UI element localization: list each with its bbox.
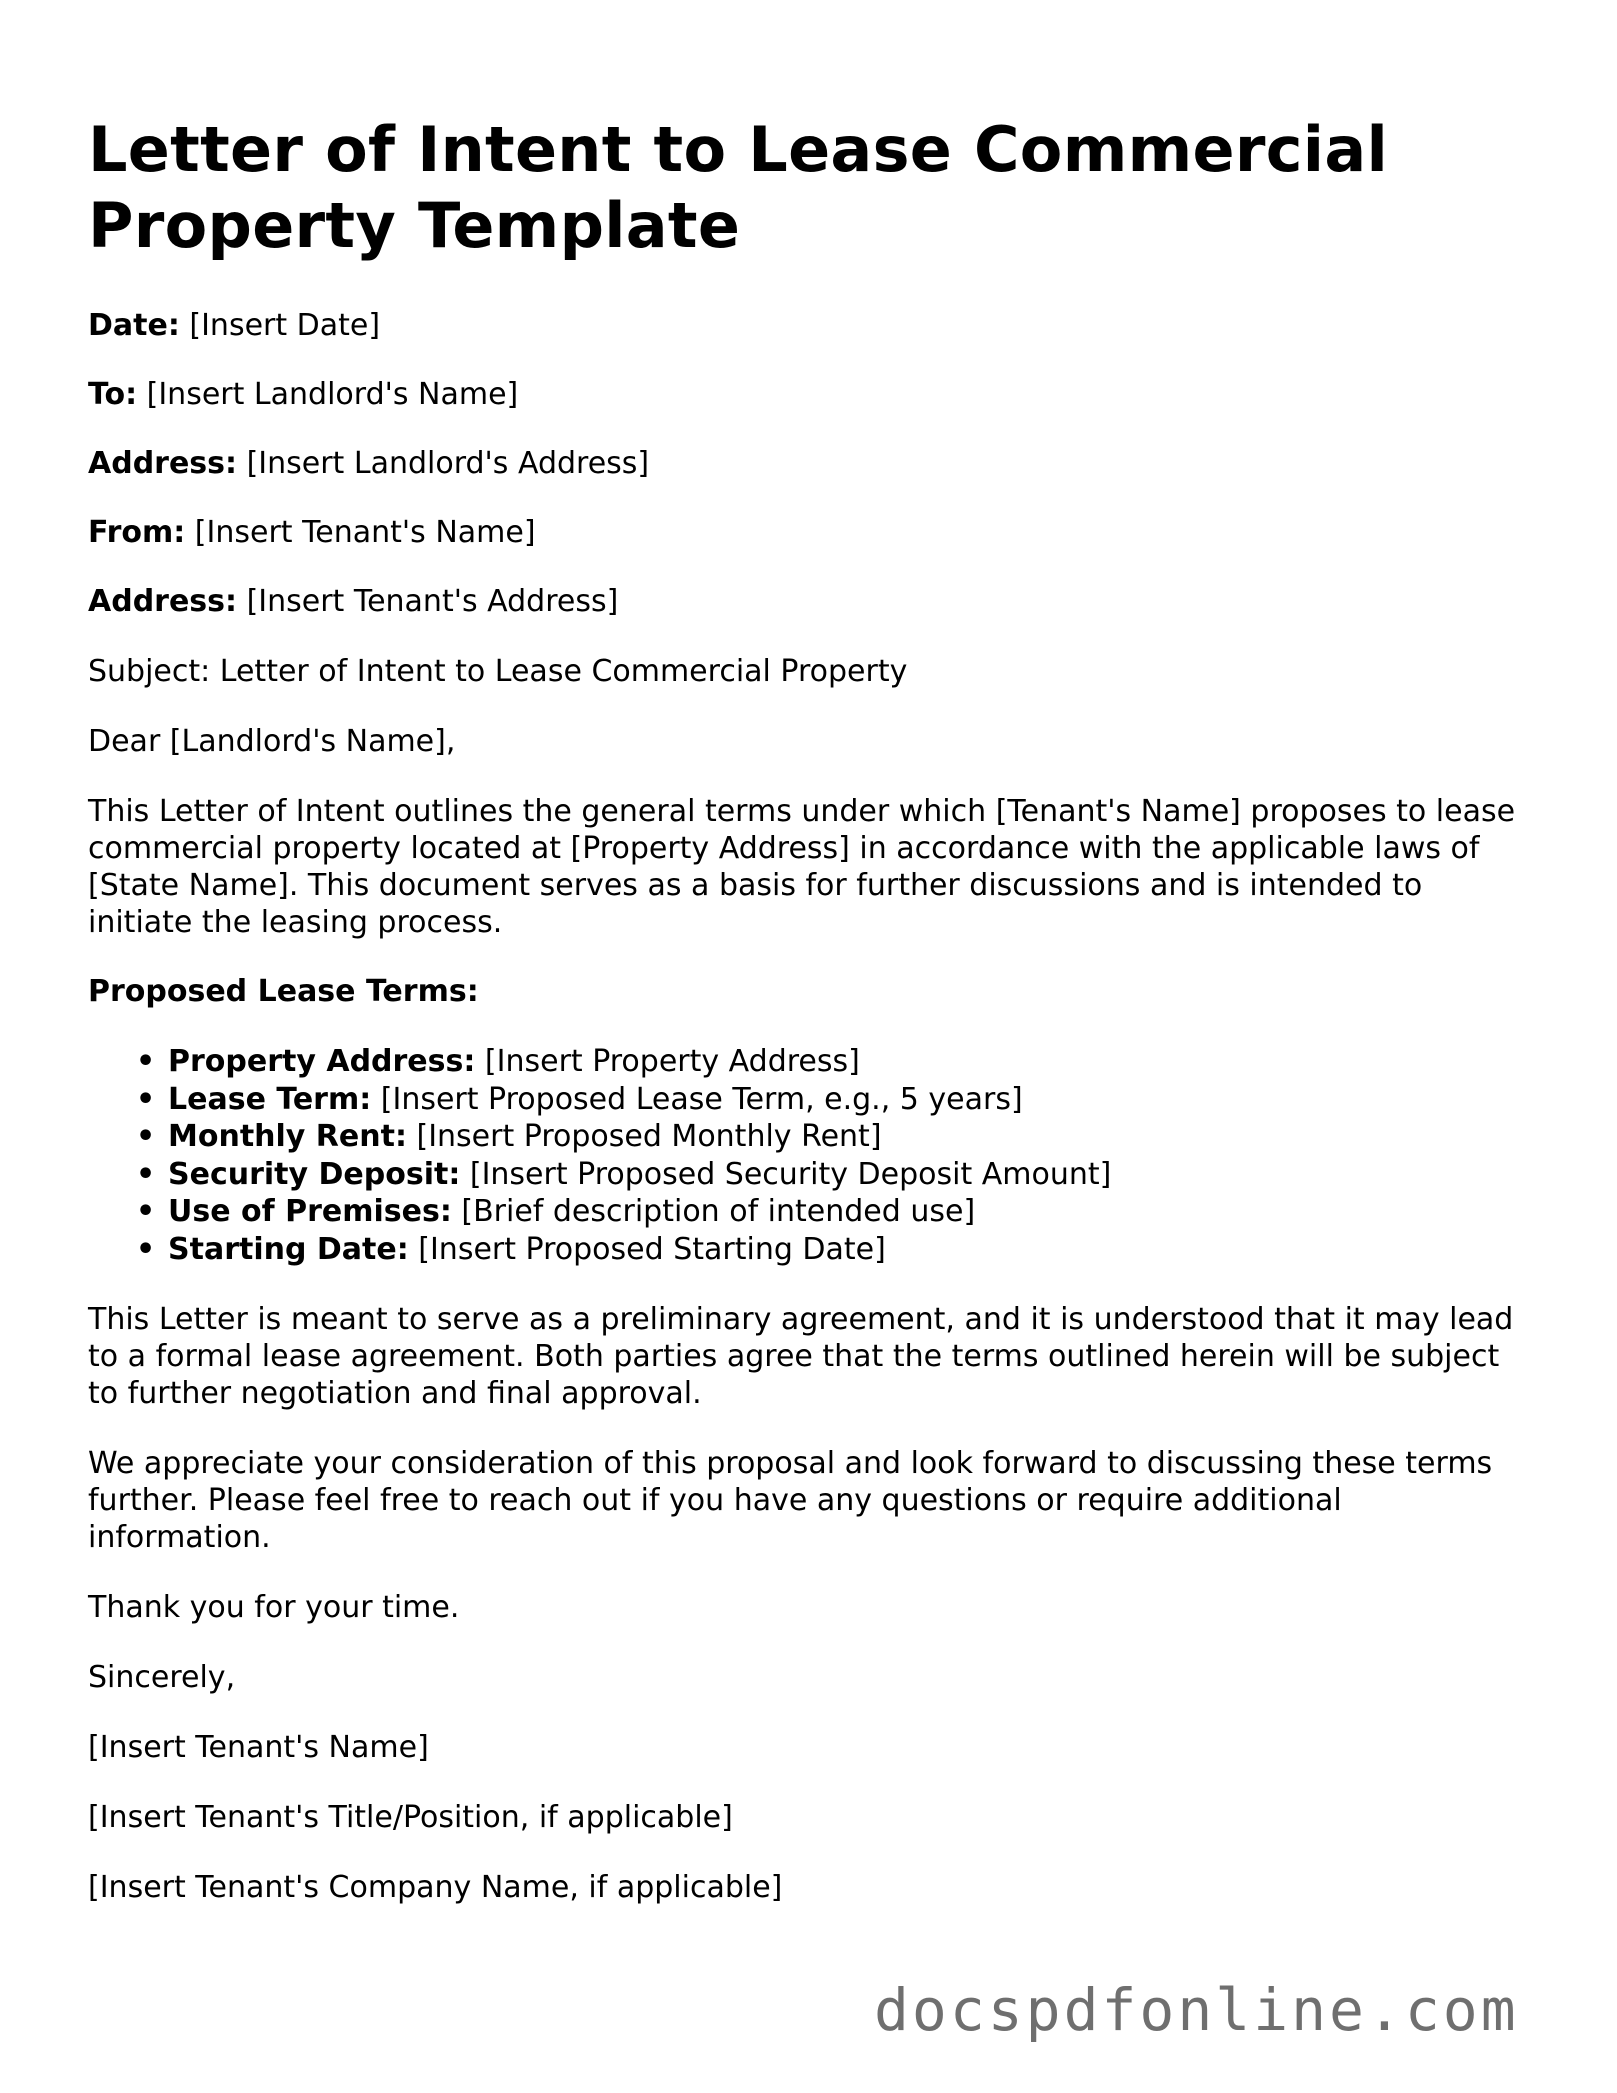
preliminary-paragraph: This Letter is meant to serve as a preliminary agreement, and it is understood that it may lead to a formal lease agreement. Both parties agree that the terms outlined herein will be subject to further negotiation and final approval. [88,1302,1514,1411]
watermark-text: docspdfonline.com [874,1976,1519,2044]
tenant-address-label: Address: [88,584,238,619]
letter-document [88,112,1528,1939]
terms-heading: Proposed Lease Terms: [88,974,479,1009]
list-item [136,1043,1528,1081]
bullet-icon: • [136,1194,156,1229]
list-item [136,1193,1528,1231]
term-value: [Insert Property Address] [475,1044,860,1079]
landlord-address-value: [Insert Landlord's Address] [237,446,650,481]
bullet-icon: • [136,1156,156,1192]
terms-list [88,1043,1528,1268]
term-value: [Insert Proposed Lease Term, e.g., 5 years] [371,1081,1023,1117]
bullet-icon: • [136,1119,156,1154]
to-field [88,377,1528,413]
thanks-line: Thank you for your time. [88,1590,460,1625]
appreciation-paragraph: We appreciate your consideration of this proposal and look forward to discussing these terms further. Please feel free to reach out if you have any questions or require additional information. [88,1446,1493,1555]
landlord-address-label: Address: [88,446,238,481]
term-label: Monthly Rent: [168,1119,407,1154]
list-item [136,1231,1528,1269]
term-label: Security Deposit: [168,1156,461,1192]
term-label: Lease Term: [168,1081,372,1117]
bullet-icon: • [136,1231,156,1267]
tenant-address-value: [Insert Tenant's Address] [237,584,619,619]
tenant-address-field [88,584,1528,620]
term-label: Use of Premises: [168,1194,452,1229]
document-title: Letter of Intent to Lease Commercial Property Template [88,113,1389,262]
term-label: Starting Date: [168,1231,409,1267]
to-value: [Insert Landlord's Name] [137,377,519,412]
date-field [88,308,1528,344]
list-item [136,1081,1528,1119]
salutation: Dear [Landlord's Name], [88,724,456,759]
term-value: [Insert Proposed Security Deposit Amount] [460,1156,1112,1192]
to-label: To: [88,377,138,412]
term-value: [Insert Proposed Starting Date] [408,1231,886,1267]
from-field [88,515,1528,551]
bullet-icon: • [136,1044,156,1079]
closing-line: Sincerely, [88,1660,236,1695]
landlord-address-field [88,446,1528,482]
bullet-icon: • [136,1081,156,1117]
signature-title: [Insert Tenant's Title/Position, if applicable] [88,1800,733,1835]
from-label: From: [88,515,186,550]
term-value: [Insert Proposed Monthly Rent] [406,1119,882,1154]
signature-company: [Insert Tenant's Company Name, if applicable] [88,1870,783,1905]
date-label: Date: [88,308,180,343]
intro-paragraph: This Letter of Intent outlines the general terms under which [Tenant's Name] proposes to lease commercial property located at [Property Address] in accordance with the applicable laws of [State Name]. This document serves as a basis for further discussions and is intended to initiate the leasing process. [88,794,1516,940]
term-label: Property Address: [168,1044,476,1079]
list-item [136,1118,1528,1156]
subject-line: Subject: Letter of Intent to Lease Commercial Property [88,654,908,689]
signature-name: [Insert Tenant's Name] [88,1730,429,1765]
date-value: [Insert Date] [179,308,381,343]
list-item [136,1156,1528,1194]
from-value: [Insert Tenant's Name] [185,515,536,550]
term-value: [Brief description of intended use] [451,1194,976,1229]
